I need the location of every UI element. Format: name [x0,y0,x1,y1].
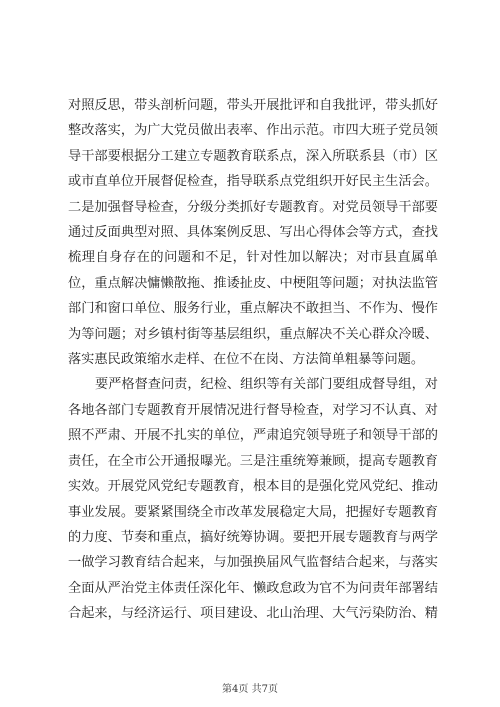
page-number: 第4页 共7页 [222,684,278,695]
paragraph-1: 对照反思，带头剖析问题，带头开展批评和自我批评，带头抓好整改落实，为广大党员做出表率、作出示范。市四大班子党员领导干部要根据分工建立专题教育联系点，深入所联系县（市）区或市直单位开展督促检查，指导联系点党组织开好民主生活会。二是加强督导检查，分级分类抓好专题教育。对党员领导干部要通过反面典型对照、具体案例反思、写出心得体会等方式，查找梳理自身存在的问题和不足，针对性加以解决；对市县直属单位，重点解决慵懒散拖、推诿扯皮、中梗阻等问题；对执法监管部门和窗口单位、服务行业，重点解决不敢担当、不作为、慢作为等问题；对乡镇村街等基层组织，重点解决不关心群众冷暖、落实惠民政策缩水走样、在位不在岗、方法简单粗暴等问题。 [68,98,438,368]
document-body [68,93,438,627]
paragraph-2: 要严格督查问责，纪检、组织等有关部门要组成督导组，对各地各部门专题教育开展情况进行督导检查，对学习不认真、对照不严肃、开展不扎实的单位，严肃追究领导班子和领导干部的责任，在全市公开通报曝光。三是注重统筹兼顾，提高专题教育实效。开展党风党纪专题教育，根本目的是强化党风党纪、推动事业发展。要紧紧围绕全市改革发展稳定大局，把握好专题教育的力度、节奏和重点，搞好统筹协调。要把开展专题教育与两学一做学习教育结合起来，与加强换届风气监督结合起来，与落实全面从严治党主体责任深化年、懒政怠政为官不为问责年部署结合起来，与经济运行、项目建设、北山治理、大气污染防治、精 [68,377,438,622]
